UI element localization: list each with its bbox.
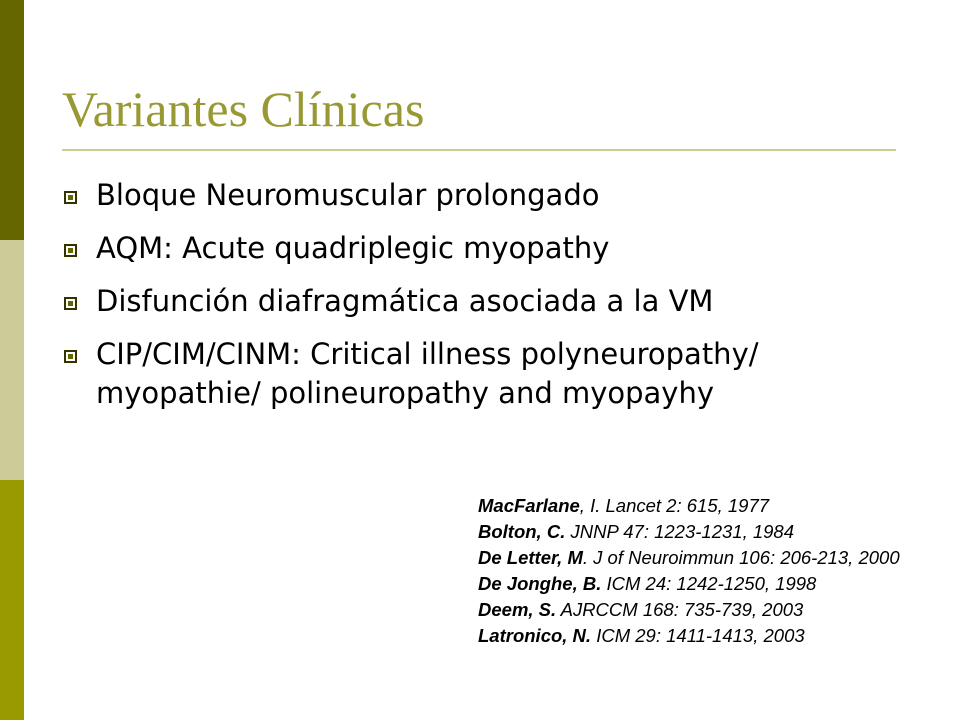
sidebar-segment-olive [0, 480, 24, 720]
reference-author: De Jonghe, B. [478, 573, 602, 594]
bullet-text: Disfunción diafragmática asociada a la VM [96, 284, 714, 318]
slide-title: Variantes Clínicas [62, 81, 425, 137]
reference-author: Latronico, N. [478, 625, 592, 646]
reference-citation: , I. Lancet 2: 615, 1977 [579, 495, 770, 516]
reference-item [478, 597, 928, 623]
reference-citation: JNNP 47: 1223-1231, 1984 [565, 521, 795, 542]
bullet-list [62, 176, 922, 427]
bullet-text: Bloque Neuromuscular prolongado [96, 178, 600, 212]
reference-author: De Letter, M [478, 547, 583, 568]
bullet-text: AQM: Acute quadriplegic myopathy [96, 231, 610, 265]
square-bullet-icon [64, 297, 77, 310]
reference-item [478, 571, 928, 597]
sidebar-segment-dark [0, 0, 24, 240]
sidebar-decoration [0, 0, 24, 720]
reference-citation: AJRCCM 168: 735-739, 2003 [556, 599, 804, 620]
title-divider [62, 149, 896, 151]
square-bullet-icon [64, 350, 77, 363]
reference-citation: . J of Neuroimmun 106: 206-213, 2000 [582, 547, 900, 568]
square-bullet-icon [64, 191, 77, 204]
reference-citation: ICM 29: 1411-1413, 2003 [591, 625, 805, 646]
reference-author: Deem, S. [478, 599, 557, 620]
bullet-item [62, 335, 922, 413]
reference-item [478, 545, 928, 571]
bullet-item [62, 282, 922, 321]
reference-item [478, 623, 928, 649]
reference-item [478, 519, 928, 545]
reference-author: MacFarlane [478, 495, 580, 516]
references-block [478, 493, 928, 649]
reference-citation: ICM 24: 1242-1250, 1998 [601, 573, 817, 594]
reference-item [478, 493, 928, 519]
bullet-text: CIP/CIM/CINM: Critical illness polyneuropathy/ myopathie/ polineuropathy and myopayhy [96, 337, 759, 410]
square-bullet-icon [64, 244, 77, 257]
bullet-item [62, 176, 922, 215]
reference-author: Bolton, C. [478, 521, 566, 542]
bullet-item [62, 229, 922, 268]
sidebar-segment-light [0, 240, 24, 480]
